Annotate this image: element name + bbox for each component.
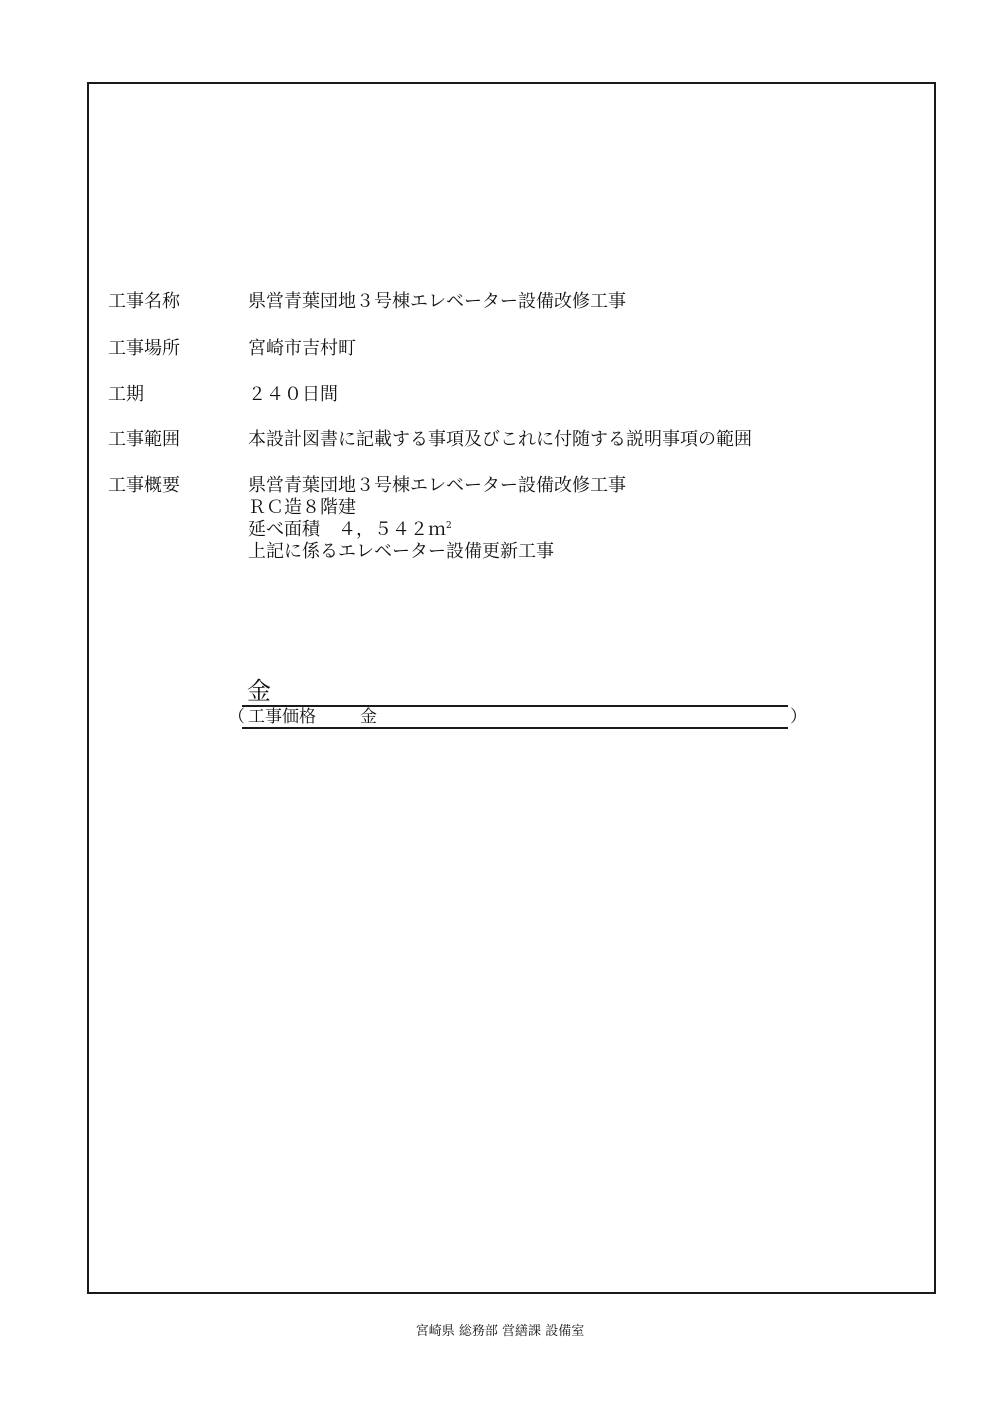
overview-line-4: 上記に係るエレベーター設備更新工事 bbox=[248, 541, 554, 562]
label-project-name: 工事名称 bbox=[108, 291, 180, 312]
document-frame bbox=[87, 82, 936, 1294]
value-project-period bbox=[248, 384, 338, 406]
amount-underline-bottom bbox=[242, 727, 788, 729]
amount-kin-large: 金 bbox=[247, 677, 271, 705]
overview-area-text: 延べ面積 ４，５４２ｍ bbox=[248, 519, 446, 540]
value-project-location bbox=[248, 338, 356, 360]
footer-department: 宮崎県 総務部 営繕課 設備室 bbox=[415, 1324, 585, 1339]
label-project-period: 工期 bbox=[108, 384, 144, 405]
overview-line-3 bbox=[248, 519, 626, 541]
area-unit-superscript: 2 bbox=[446, 521, 452, 531]
price-label: 工事価格 bbox=[248, 707, 316, 727]
value-project-scope bbox=[248, 429, 752, 451]
value-project-overview bbox=[248, 475, 626, 563]
label-project-location: 工事場所 bbox=[108, 338, 180, 359]
overview-line-2: ＲＣ造８階建 bbox=[248, 497, 356, 518]
value-project-scope-line: 本設計図書に記載する事項及びこれに付随する説明事項の範囲 bbox=[248, 429, 752, 450]
price-paren-open: （ bbox=[228, 707, 245, 727]
overview-line-1: 県営青葉団地３号棟エレベーター設備改修工事 bbox=[248, 475, 626, 496]
amount-underline-top bbox=[242, 705, 788, 707]
value-project-location-line: 宮崎市吉村町 bbox=[248, 338, 356, 359]
price-kin: 金 bbox=[360, 707, 377, 727]
value-project-period-line: ２４０日間 bbox=[248, 384, 338, 405]
label-project-scope: 工事範囲 bbox=[108, 429, 180, 450]
price-paren-close: ） bbox=[790, 707, 807, 727]
label-project-overview: 工事概要 bbox=[108, 475, 180, 496]
value-project-name-line: 県営青葉団地３号棟エレベーター設備改修工事 bbox=[248, 291, 626, 312]
value-project-name bbox=[248, 291, 626, 313]
